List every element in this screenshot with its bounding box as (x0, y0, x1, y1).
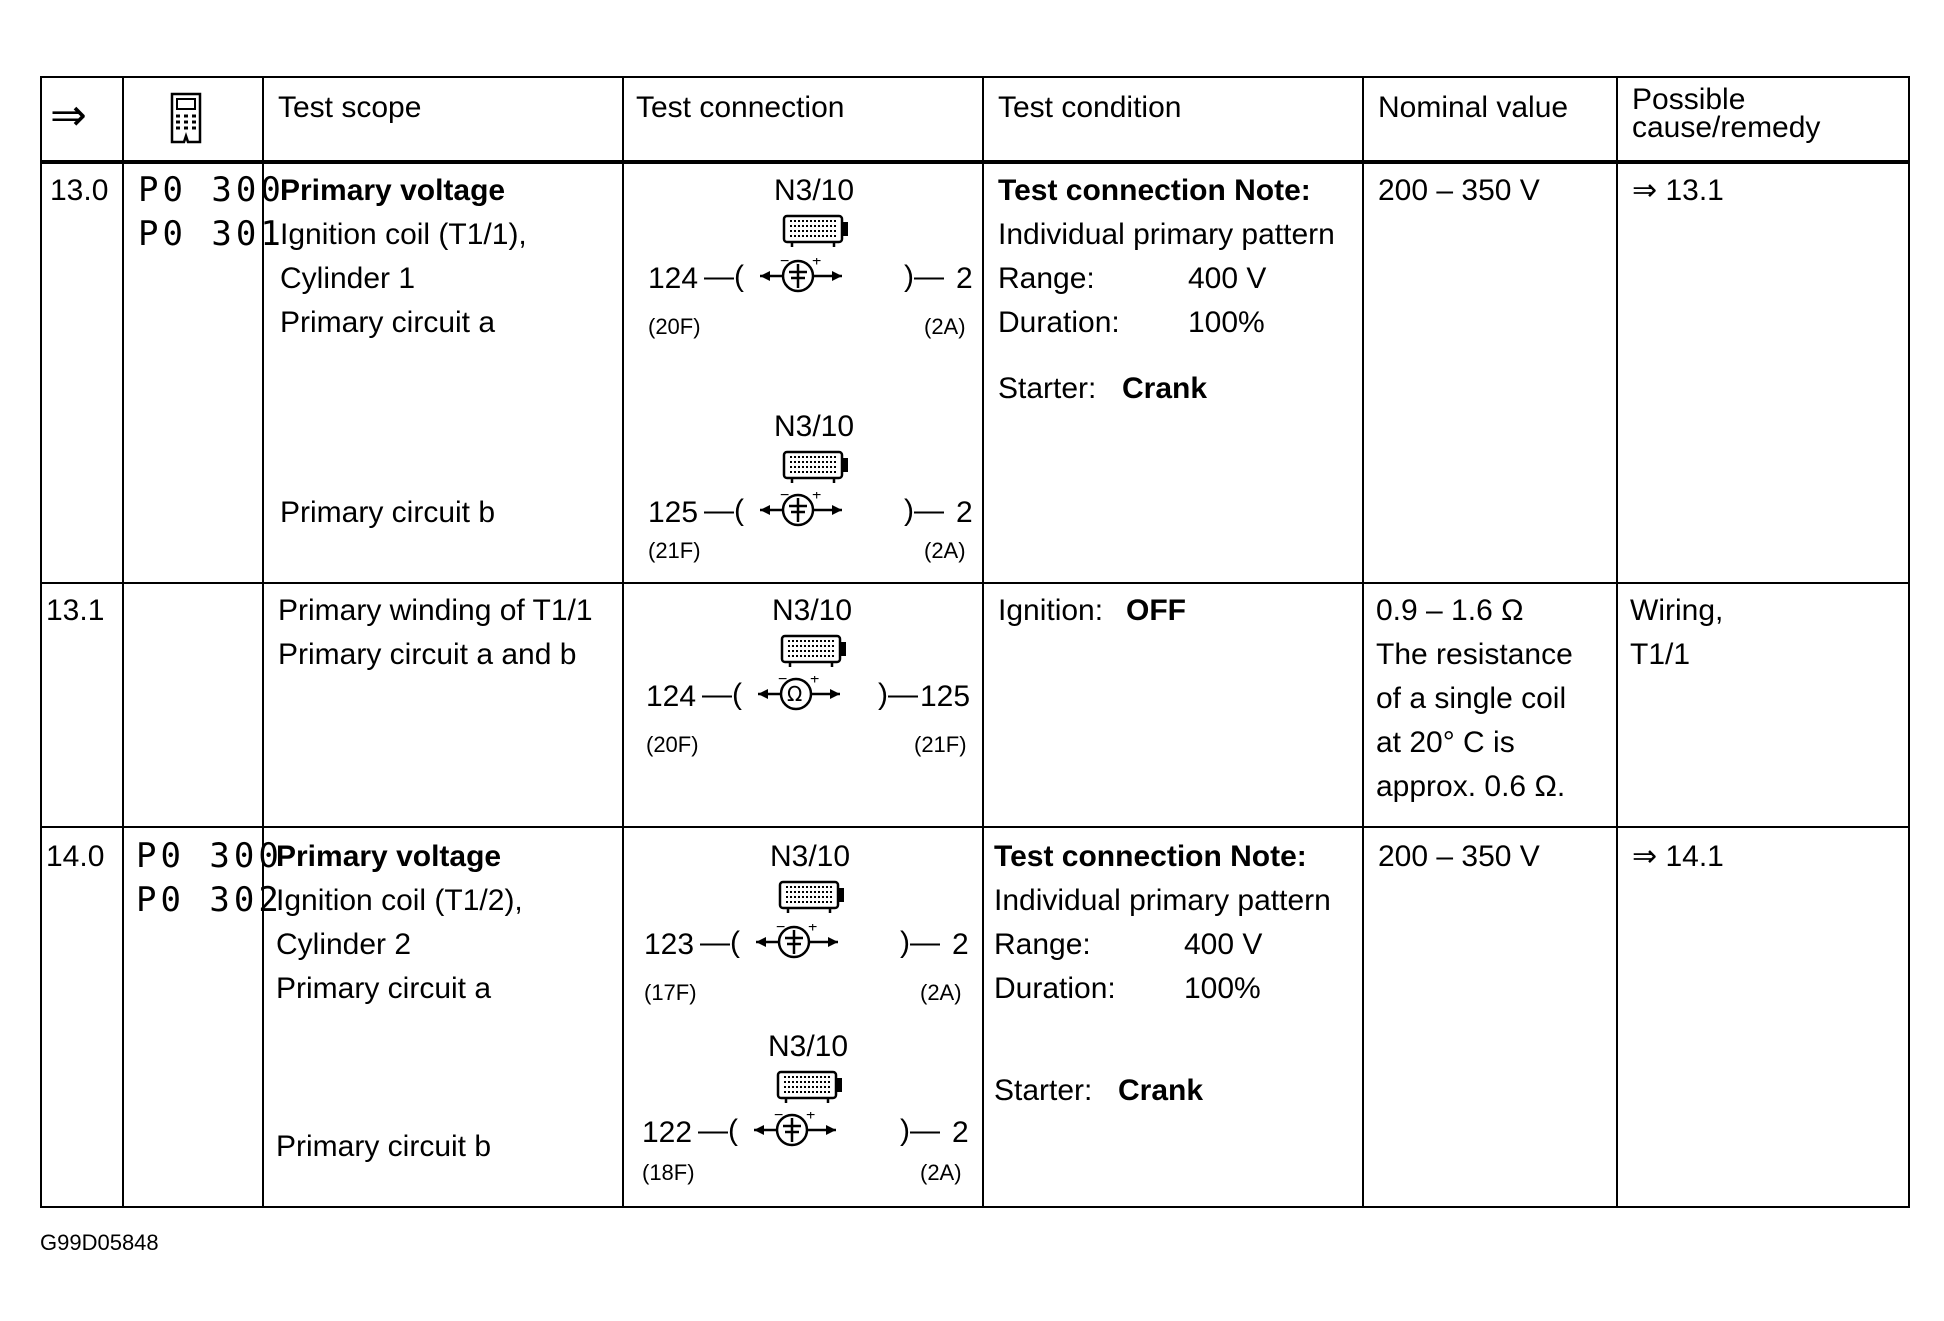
nominal-note: at 20° C is (1376, 726, 1515, 759)
pin-left-sub: (18F) (642, 1160, 695, 1185)
pin-right-sub: (2A) (924, 538, 966, 563)
ignition-value: OFF (1126, 594, 1186, 627)
pin-right: 2 (956, 496, 973, 529)
fault-code: P0 300 (136, 836, 283, 876)
scope-title: Primary voltage (276, 840, 502, 873)
pin-right: 2 (956, 262, 973, 295)
range-value: 400 V (1188, 262, 1267, 295)
remedy-link: ⇒ 14.1 (1632, 840, 1724, 873)
fault-code: P0 302 (136, 880, 283, 920)
pin-left: 124 (648, 262, 699, 295)
scope-line: Cylinder 1 (280, 262, 416, 295)
range-label: Range: (998, 262, 1095, 295)
connector-icon (780, 634, 850, 670)
remedy-link: ⇒ 13.1 (1632, 174, 1724, 207)
header-remedy-line2: cause/remedy (1632, 111, 1821, 144)
probe-left-icon: —( (700, 926, 740, 959)
condition-pattern: Individual primary pattern (994, 884, 1331, 917)
header-test-condition: Test condition (998, 91, 1182, 124)
nominal-note: The resistance (1376, 638, 1573, 671)
nominal-value: 0.9 – 1.6 Ω (1376, 594, 1524, 627)
probe-left-icon: —( (702, 678, 742, 711)
connector-icon (782, 450, 852, 486)
condition-title: Test connection Note: (994, 840, 1307, 873)
scope-line: Ignition coil (T1/2), (276, 884, 523, 917)
step-number: 14.0 (46, 840, 105, 873)
starter-label: Starter: (994, 1074, 1093, 1107)
fault-code: P0 300 (138, 170, 285, 210)
connector-icon (778, 880, 848, 916)
pin-left-sub: (20F) (648, 314, 701, 339)
probe-right-icon: )— (900, 1114, 940, 1147)
header-test-scope: Test scope (278, 91, 422, 124)
scope-line: Primary circuit a (280, 306, 496, 339)
column-divider (982, 78, 984, 1206)
voltmeter-icon (756, 258, 848, 298)
voltmeter-icon (752, 924, 844, 964)
header-nominal-value: Nominal value (1378, 91, 1569, 124)
scope-line: Primary circuit a (276, 972, 492, 1005)
probe-right-icon: )— (904, 260, 944, 293)
probe-right-icon: )— (900, 926, 940, 959)
header-remedy-line1: Possible (1632, 83, 1746, 116)
header-remedy (1632, 83, 1821, 144)
nominal-note: of a single coil (1376, 682, 1567, 715)
condition-title: Test connection Note: (998, 174, 1311, 207)
nominal-value: 200 – 350 V (1378, 840, 1540, 873)
remedy-line: Wiring, (1630, 594, 1724, 627)
column-divider (1362, 78, 1364, 1206)
diagnostic-table (40, 76, 1910, 1208)
starter-value: Crank (1118, 1074, 1204, 1107)
pin-left-sub: (20F) (646, 732, 699, 757)
column-divider (622, 78, 624, 1206)
scope-title: Primary voltage (280, 174, 506, 207)
duration-value: 100% (1188, 306, 1265, 339)
starter-value: Crank (1122, 372, 1208, 405)
tester-icon (166, 92, 206, 151)
row-divider (42, 582, 1908, 584)
column-divider (1616, 78, 1618, 1206)
probe-left-icon: —( (704, 494, 744, 527)
duration-label: Duration: (994, 972, 1116, 1005)
fault-code: P0 301 (138, 214, 285, 254)
connector-icon (776, 1070, 846, 1106)
connector-label: N3/10 (774, 174, 855, 207)
nominal-note: approx. 0.6 Ω. (1376, 770, 1566, 803)
condition-pattern: Individual primary pattern (998, 218, 1335, 251)
probe-left-icon: —( (704, 260, 744, 293)
pin-left: 125 (648, 496, 699, 529)
scope-line: Primary circuit b (276, 1130, 492, 1163)
voltmeter-icon (756, 492, 848, 532)
pin-right: 125 (920, 680, 971, 713)
remedy-line: T1/1 (1630, 638, 1691, 671)
connector-label: N3/10 (770, 840, 851, 873)
pin-left-sub: (21F) (648, 538, 701, 563)
figure-id: G99D05848 (40, 1230, 159, 1255)
pin-right-sub: (21F) (914, 732, 967, 757)
range-value: 400 V (1184, 928, 1263, 961)
duration-value: 100% (1184, 972, 1261, 1005)
nominal-value: 200 – 350 V (1378, 174, 1540, 207)
pin-right-sub: (2A) (920, 980, 962, 1005)
arrow-header: ⇒ (50, 91, 87, 140)
starter-label: Starter: (998, 372, 1097, 405)
ignition-label: Ignition: (998, 594, 1104, 627)
duration-label: Duration: (998, 306, 1120, 339)
range-label: Range: (994, 928, 1091, 961)
scope-line: Primary circuit b (280, 496, 496, 529)
pin-left: 122 (642, 1116, 693, 1149)
row-divider (42, 826, 1908, 828)
voltmeter-icon (750, 1112, 842, 1152)
pin-right-sub: (2A) (920, 1160, 962, 1185)
probe-right-icon: )— (904, 494, 944, 527)
pin-left: 123 (644, 928, 695, 961)
column-divider (122, 78, 124, 1206)
ohmmeter-icon (754, 676, 846, 716)
probe-right-icon: )— (878, 678, 918, 711)
connector-icon (782, 214, 852, 250)
pin-right-sub: (2A) (924, 314, 966, 339)
scope-line: Cylinder 2 (276, 928, 412, 961)
scope-line: Ignition coil (T1/1), (280, 218, 527, 251)
connector-label: N3/10 (768, 1030, 849, 1063)
header-divider (42, 160, 1908, 164)
scope-line: Primary winding of T1/1 (278, 594, 593, 627)
connector-label: N3/10 (772, 594, 853, 627)
probe-left-icon: —( (698, 1114, 738, 1147)
pin-right: 2 (952, 1116, 969, 1149)
scope-line: Primary circuit a and b (278, 638, 577, 671)
pin-left-sub: (17F) (644, 980, 697, 1005)
step-number: 13.1 (46, 594, 105, 627)
pin-right: 2 (952, 928, 969, 961)
step-number: 13.0 (50, 174, 109, 207)
connector-label: N3/10 (774, 410, 855, 443)
pin-left: 124 (646, 680, 697, 713)
header-test-connection: Test connection (636, 91, 845, 124)
